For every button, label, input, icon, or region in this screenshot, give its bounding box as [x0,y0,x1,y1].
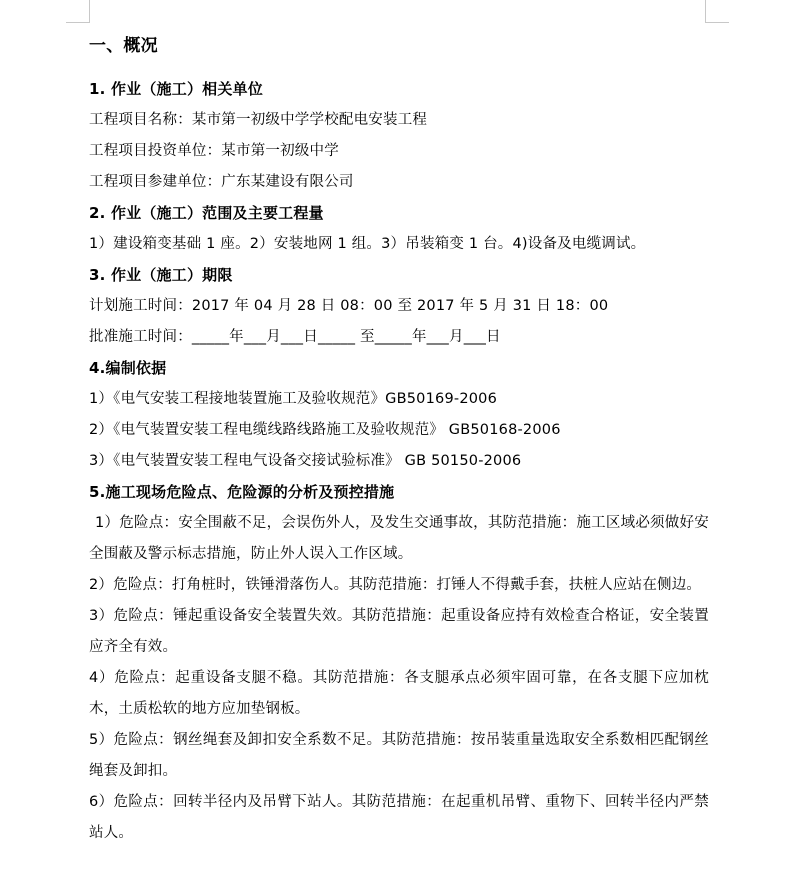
hazard-item: 6）危险点：回转半径内及吊臂下站人。其防范措施：在起重机吊臂、重物下、回转半径内严禁站人。 [89,794,709,841]
builder-line: 工程项目参建单位：广东某建设有限公司 [89,174,354,190]
heading-scope: 2. 作业（施工）范围及主要工程量 [89,204,324,222]
basis-item: 2）《电气装置安装工程电缆线路线路施工及验收规范》 GB50168-2006 [89,422,561,438]
scope-line: 1）建设箱变基础 1 座。2）安装地网 1 组。3）吊装箱变 1 台。4)设备及电缆调试。 [89,236,646,252]
crop-mark-right-vertical [705,0,706,22]
hazard-item: 1）危险点：安全围蔽不足，会误伤外人，及发生交通事故，其防范措施：施工区域必须做好安全围蔽及警示标志措施，防止外人误入工作区域。 [89,515,709,562]
crop-mark-left-horizontal [66,22,90,23]
document-body [89,31,709,849]
basis-item: 3）《电气装置安装工程电气设备交接试验标准》 GB 50150-2006 [89,453,522,469]
project-name-line: 工程项目名称：某市第一初级中学学校配电安装工程 [89,112,428,128]
hazard-item: 3）危险点：锤起重设备安全装置失效。其防范措施：起重设备应持有效检查合格证，安全装置应齐全有效。 [89,608,709,655]
heading-basis: 4.编制依据 [89,359,167,377]
hazard-item: 2）危险点：打角桩时，铁锤滑落伤人。其防范措施：打锤人不得戴手套，扶桩人应站在侧边。 [89,577,702,593]
hazard-item: 4）危险点：起重设备支腿不稳。其防范措施：各支腿承点必须牢固可靠，在各支腿下应加枕木，土质松软的地方应加垫钢板。 [89,670,709,717]
hazard-item: 5）危险点：钢丝绳套及卸扣安全系数不足。其防范措施：按吊装重量选取安全系数相匹配钢丝绳套及卸扣。 [89,732,709,779]
crop-mark-left-vertical [89,0,90,22]
approved-time-line: 批准施工时间：_____年___月___日_____ 至_____年___月___日 [89,329,501,345]
heading-hazards: 5.施工现场危险点、危险源的分析及预控措施 [89,483,395,501]
planned-time-line: 计划施工时间：2017 年 04 月 28 日 08：00 至 2017 年 5 月 31 日 18：00 [89,298,609,314]
heading-period: 3. 作业（施工）期限 [89,266,233,284]
heading-related-units: 1. 作业（施工）相关单位 [89,80,263,98]
basis-item: 1）《电气安装工程接地装置施工及验收规范》GB50169-2006 [89,391,498,407]
crop-mark-right-horizontal [705,22,729,23]
investor-line: 工程项目投资单位：某市第一初级中学 [89,143,339,159]
section-title-overview: 一、概况 [89,36,158,56]
